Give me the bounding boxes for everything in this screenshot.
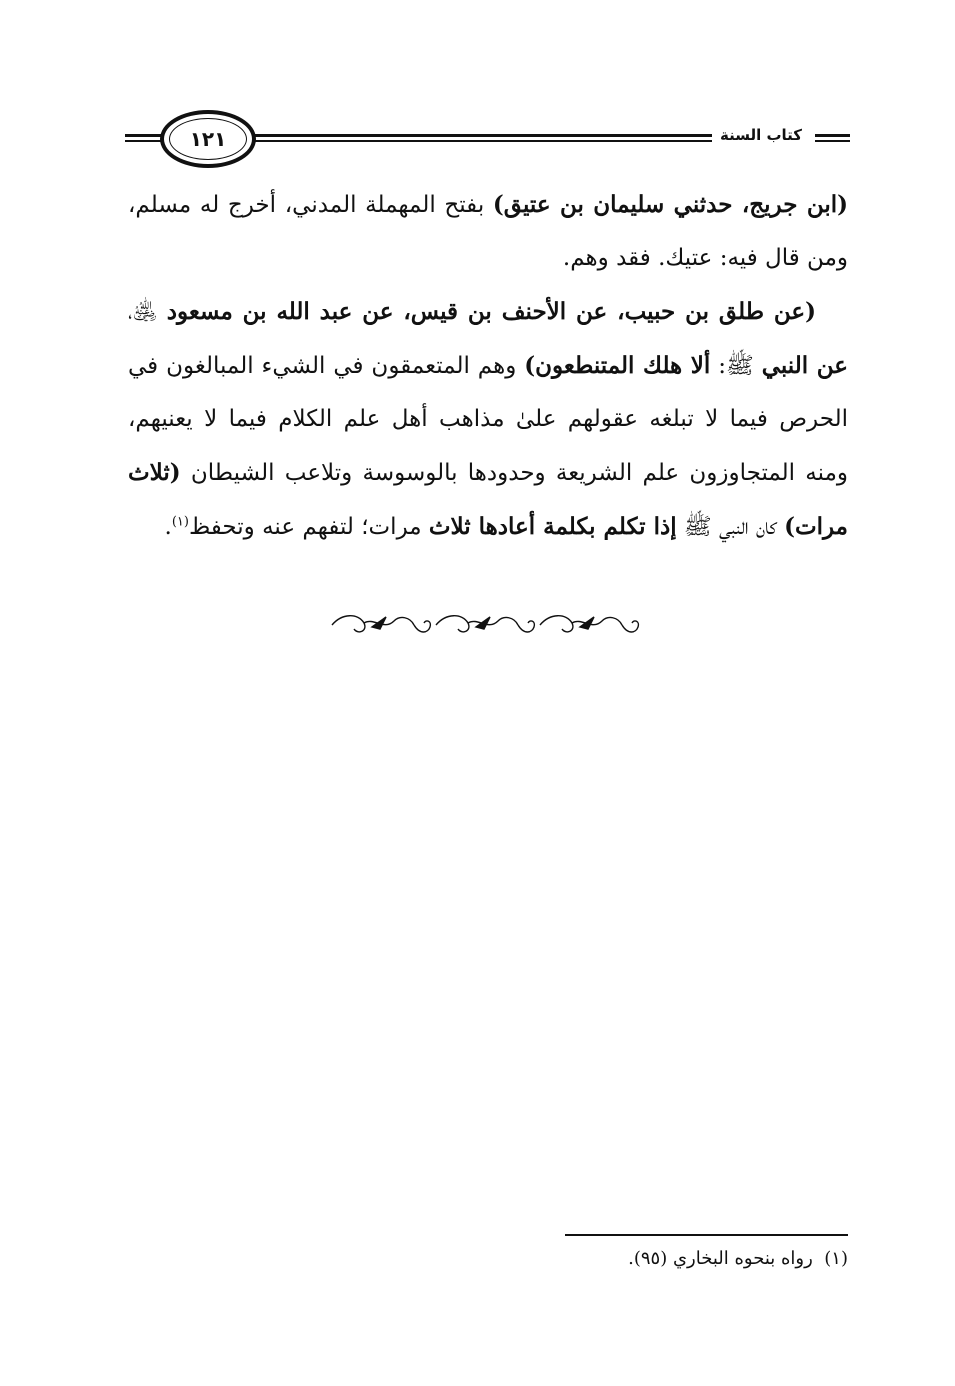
section-divider-ornament [328, 607, 640, 643]
footnote-text: رواه بنحوه البخاري (٩٥). [628, 1248, 813, 1269]
running-title: كتاب السنة [712, 126, 810, 144]
text-span: عن النبي [761, 352, 848, 379]
page-number-badge [160, 110, 256, 168]
text-span: (ابن جريج، حدثني سليمان بن عتيق) [492, 191, 848, 218]
text-span: ﷺ: [710, 353, 762, 379]
footnote-reference: (١) [171, 514, 189, 530]
text-span: (عن طلق بن حبيب، عن الأحنف بن قيس، عن عبد الله بن مسعود [166, 298, 816, 325]
text-span: وهم المتعمقون في الشيء المبالغون في الحرص فيما لا تبلغه عقولهم علىٰ مذاهب أهل علم الكلام فيما لا يعنيهم، ومنه المتجاوزون علم الشريعة وحدودها بالوسوسة وتلاعب الشيطان [128, 353, 848, 486]
page-header [125, 110, 850, 172]
text-span: . [164, 514, 172, 540]
paragraph-1 [128, 178, 848, 285]
footnote-number: (١) [824, 1248, 848, 1269]
main-text [128, 178, 848, 554]
text-span: (ثلاث مرات) [128, 459, 848, 540]
text-span: ﵁، [128, 299, 167, 325]
text-span: إذا تكلم بكلمة أعادها ثلاث [428, 513, 677, 540]
paragraph-2 [128, 285, 848, 554]
footnote-separator [565, 1234, 848, 1236]
text-span: ألا هلك المتنطعون) [524, 352, 711, 379]
footnote [428, 1244, 848, 1274]
text-span: كان النبي ﷺ [676, 514, 785, 540]
text-span: مرات؛ لتفهم عنه وتحفظ [188, 514, 429, 540]
page-number: ١٢١ [189, 127, 227, 151]
text-span: بفتح المهملة المدني، أخرج له مسلم، ومن قال فيه: عتيك. فقد وهم. [128, 192, 848, 271]
